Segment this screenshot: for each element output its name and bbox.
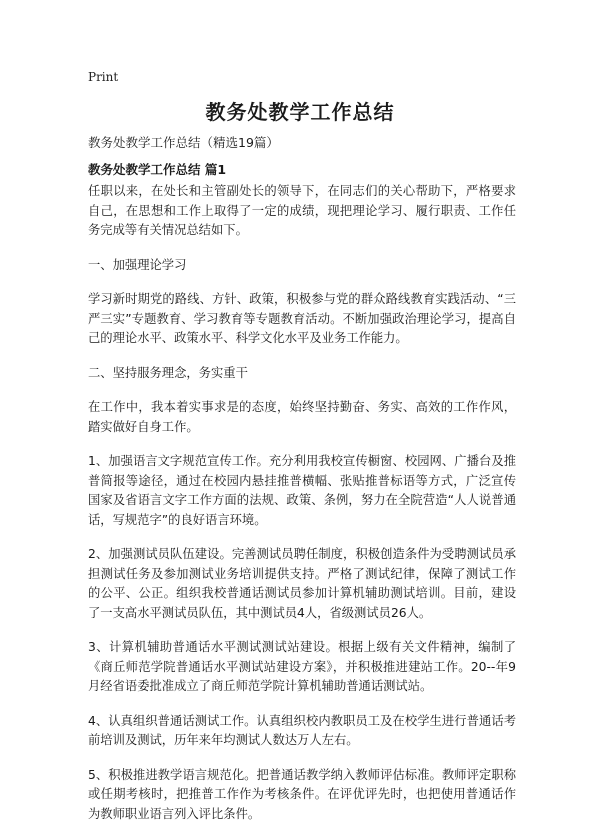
paragraph-intro: 任职以来，在处长和主管副处长的领导下，在同志们的关心帮助下，严格要求自己，在思想和工作上取得了一定的成绩，现把理论学习、履行职责、工作任务完成等有关情况总结如下。 [88,184,516,237]
document-title: 教务处教学工作总结 [205,100,395,124]
paragraph-item-2: 2、加强测试员队伍建设。完善测试员聘任制度，积极创造条件为受聘测试员承担测试任务及参加测试业务培训提供支持。严格了测试纪律，保障了测试工作的公平、公正。组织我校普通话测试员参加计算机辅助测试培训。目前，建设了一支高水平测试员队伍，其中测试员4人，省级测试员26人。 [88,547,516,620]
paragraph-theory-study: 学习新时期党的路线、方针、政策，积极参与党的群众路线教育实践活动、“三严三实”专题教育、学习教育等专题教育活动。不断加强政治理论学习，提高自己的理论水平、政策水平、科学文化水平及业务工作能力。 [88,292,516,345]
paragraph-item-5: 5、积极推进教学语言规范化。把普通话教学纳入教师评估标准。教师评定职称或任期考核时，把推普工作作为考核条件。在评优评先时，也把使用普通话作为教师职业语言列入评比条件。 [88,767,516,821]
paragraph-item-3: 3、计算机辅助普通话水平测试测试站建设。根据上级有关文件精神，编制了《商丘师范学院普通话水平测试站建设方案》，并积极推进建站工作。20--年9月经省语委批准成立了商丘师范学院计算机辅助普通话测试站。 [88,640,516,693]
document-body [88,182,516,839]
subheading-theory-study: 一、加强理论学习 [88,257,187,272]
print-link[interactable]: Print [88,70,119,84]
paragraph-item-1: 1、加强语言文字规范宣传工作。充分利用我校宣传橱窗、校园网、广播台及推普简报等途径，通过在校园内悬挂推普横幅、张贴推普标语等方式，广泛宣传国家及省语言文字工作方面的法规、政策、条例，努力在全院营造“人人说普通话，写规范字”的良好语言环境。 [88,454,516,527]
paragraph-work-attitude: 在工作中，我本着实事求是的态度，始终坚持勤奋、务实、高效的工作作风，踏实做好自身工作。 [88,400,516,434]
paragraph-item-4: 4、认真组织普通话测试工作。认真组织校内教职员工及在校学生进行普通话考前培训及测试，历年来年均测试人数达万人左右。 [88,713,516,747]
document-subtitle: 教务处教学工作总结（精选19篇） [88,135,279,150]
section-heading: 教务处教学工作总结 篇1 [88,162,227,177]
subheading-service-concept: 二、坚持服务理念，务实重干 [88,365,248,380]
